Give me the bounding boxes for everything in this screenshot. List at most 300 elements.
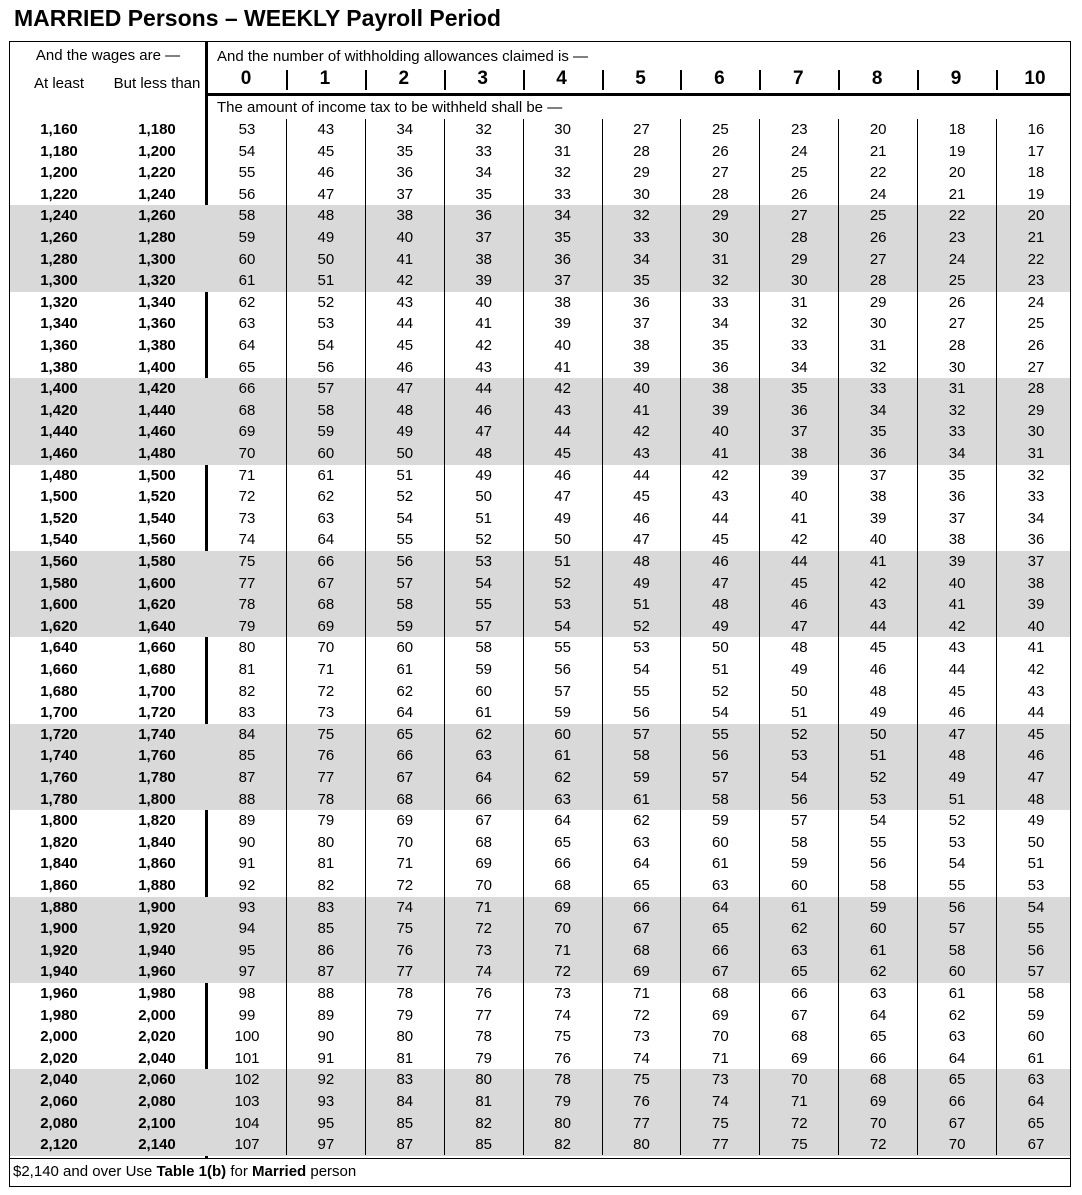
but-less-than-header <box>108 73 206 95</box>
tax-amount: 76 <box>317 747 335 765</box>
tax-amount: 54 <box>317 337 335 354</box>
tax-amount: 49 <box>790 661 808 678</box>
tax-amount: 21 <box>869 142 887 160</box>
tax-amount: 90 <box>317 1028 335 1046</box>
tax-amount: 48 <box>633 553 650 570</box>
tax-caption: The amount of income tax to be withheld shall be — <box>217 99 563 116</box>
wage-at-least: 1,840 <box>40 855 78 873</box>
table-row <box>10 702 1070 724</box>
tax-amount: 40 <box>1027 617 1045 635</box>
tax-amount: 38 <box>869 488 887 506</box>
tax-amount: 54 <box>238 142 256 160</box>
tax-amount: 37 <box>790 423 808 441</box>
tax-amount: 50 <box>790 682 808 700</box>
tax-amount: 68 <box>712 985 729 1002</box>
tax-amount: 58 <box>633 747 650 765</box>
tax-amount: 62 <box>869 963 887 981</box>
tax-amount: 87 <box>396 1136 414 1154</box>
tax-amount: 70 <box>790 1071 808 1089</box>
wage-at-least: 1,160 <box>40 121 78 138</box>
tax-amount: 18 <box>948 121 966 138</box>
tax-amount: 43 <box>948 639 966 657</box>
tax-amount: 59 <box>396 617 414 635</box>
tax-amount: 37 <box>1027 553 1045 570</box>
tax-amount: 27 <box>712 164 729 182</box>
tax-amount: 22 <box>869 164 887 182</box>
tax-amount: 76 <box>554 1049 571 1067</box>
at-least-header <box>10 73 108 95</box>
tax-amount: 64 <box>633 855 650 873</box>
tax-amount: 31 <box>712 250 729 268</box>
tax-amount: 62 <box>790 920 808 938</box>
tax-amount: 59 <box>238 229 256 246</box>
tax-amount: 46 <box>712 553 729 570</box>
tax-amount: 64 <box>869 1006 887 1024</box>
wage-at-least: 1,440 <box>40 423 78 441</box>
allowance-col-separator <box>365 70 367 90</box>
tax-amount: 49 <box>712 617 729 635</box>
tax-amount: 61 <box>396 661 414 678</box>
tax-amount: 84 <box>396 1093 414 1110</box>
tax-amount: 45 <box>869 639 887 657</box>
table-row <box>10 745 1070 767</box>
tax-amount: 48 <box>948 747 966 765</box>
tax-amount: 60 <box>712 833 729 851</box>
wage-but-less-than: 2,020 <box>138 1028 176 1046</box>
tax-amount: 33 <box>1027 488 1045 506</box>
tax-amount: 37 <box>475 229 493 246</box>
wage-but-less-than: 1,480 <box>138 445 176 462</box>
table-row <box>10 421 1070 443</box>
tax-amount: 56 <box>238 185 256 203</box>
tax-amount: 49 <box>1027 812 1045 830</box>
tax-amount: 44 <box>712 509 729 527</box>
table-row <box>10 119 1070 141</box>
tax-amount: 67 <box>317 574 335 592</box>
tax-amount: 30 <box>790 272 808 290</box>
tax-amount: 39 <box>869 509 887 527</box>
wage-but-less-than: 1,700 <box>138 682 176 700</box>
table-row <box>10 313 1070 335</box>
tax-amount: 70 <box>396 833 414 851</box>
table-row <box>10 594 1070 616</box>
table-row <box>10 378 1070 400</box>
allowance-col-separator <box>286 70 288 90</box>
tax-amount: 80 <box>317 833 335 851</box>
tax-amount: 49 <box>317 229 335 246</box>
tax-amount: 39 <box>790 466 808 484</box>
tax-amount: 61 <box>712 855 729 873</box>
table-row <box>10 529 1070 551</box>
tax-amount: 48 <box>712 596 729 614</box>
tax-amount: 51 <box>317 272 335 290</box>
tax-amount: 63 <box>712 877 729 894</box>
tax-amount: 62 <box>238 293 256 311</box>
tax-amount: 29 <box>790 250 808 268</box>
tax-amount: 56 <box>1027 941 1045 959</box>
tax-amount: 64 <box>712 898 729 916</box>
table-row <box>10 1026 1070 1048</box>
tax-amount: 70 <box>317 639 335 657</box>
table-row <box>10 227 1070 249</box>
tax-amount: 40 <box>475 293 493 311</box>
tax-amount: 63 <box>475 747 493 765</box>
tax-amount: 29 <box>712 207 729 225</box>
wage-but-less-than: 1,420 <box>138 380 176 398</box>
wage-at-least: 1,400 <box>40 380 78 398</box>
tax-amount: 38 <box>1027 574 1045 592</box>
tax-amount: 61 <box>948 985 966 1002</box>
tax-amount: 36 <box>554 250 571 268</box>
tax-amount: 49 <box>633 574 650 592</box>
tax-amount: 38 <box>633 337 650 354</box>
tax-amount: 55 <box>475 596 493 614</box>
tax-amount: 26 <box>712 142 729 160</box>
tax-amount: 52 <box>396 488 414 506</box>
wage-at-least: 1,620 <box>40 617 78 635</box>
tax-amount: 77 <box>712 1136 729 1154</box>
tax-amount: 87 <box>317 963 335 981</box>
tax-amount: 41 <box>790 509 808 527</box>
tax-amount: 44 <box>1027 704 1045 722</box>
tax-amount: 82 <box>475 1114 493 1132</box>
tax-amount: 75 <box>790 1136 808 1154</box>
tax-amount: 71 <box>396 855 414 873</box>
tax-amount: 60 <box>317 445 335 462</box>
tax-amount: 59 <box>790 855 808 873</box>
tax-amount: 66 <box>317 553 335 570</box>
table-row <box>10 810 1070 832</box>
wage-but-less-than: 1,460 <box>138 423 176 441</box>
page-title: MARRIED Persons – WEEKLY Payroll Period <box>14 5 501 31</box>
table-row <box>10 918 1070 940</box>
tax-amount: 104 <box>234 1114 260 1132</box>
tax-amount: 57 <box>948 920 966 938</box>
wage-at-least: 1,280 <box>40 250 78 268</box>
table-row <box>10 400 1070 422</box>
tax-amount: 97 <box>238 963 256 981</box>
wage-at-least: 1,940 <box>40 963 78 981</box>
tax-amount: 89 <box>317 1006 335 1024</box>
tax-amount: 63 <box>554 790 571 808</box>
tax-amount: 45 <box>1027 725 1045 743</box>
table-row <box>10 141 1070 163</box>
tax-amount: 41 <box>948 596 966 614</box>
tax-amount: 53 <box>869 790 887 808</box>
tax-amount: 44 <box>633 466 650 484</box>
tax-amount: 47 <box>633 531 650 549</box>
wage-at-least: 1,180 <box>40 142 78 160</box>
wage-but-less-than: 1,200 <box>138 142 176 160</box>
allowance-col-5: 5 <box>635 68 646 89</box>
tax-amount: 63 <box>869 985 887 1002</box>
table-row <box>10 832 1070 854</box>
tax-amount: 65 <box>238 358 256 376</box>
tax-amount: 59 <box>1027 1006 1045 1024</box>
wage-but-less-than: 1,180 <box>138 121 176 138</box>
allowance-col-2: 2 <box>398 68 410 89</box>
tax-amount: 41 <box>712 445 729 462</box>
allowance-col-separator <box>523 70 525 90</box>
tax-amount: 78 <box>475 1028 493 1046</box>
wage-but-less-than: 1,860 <box>138 855 176 873</box>
tax-amount: 35 <box>633 272 650 290</box>
tax-amount: 58 <box>317 401 335 419</box>
tax-amount: 60 <box>554 725 571 743</box>
tax-amount: 46 <box>317 164 335 182</box>
tax-amount: 67 <box>790 1006 808 1024</box>
tax-amount: 21 <box>1027 229 1045 246</box>
wage-at-least: 1,640 <box>40 639 78 657</box>
table-row <box>10 940 1070 962</box>
tax-amount: 55 <box>633 682 650 700</box>
tax-amount: 75 <box>712 1114 729 1132</box>
tax-amount: 38 <box>396 207 414 225</box>
tax-amount: 27 <box>633 121 650 138</box>
footer-divider <box>10 1158 1070 1159</box>
tax-amount: 47 <box>475 423 493 441</box>
tax-amount: 90 <box>238 833 256 851</box>
tax-amount: 53 <box>554 596 571 614</box>
tax-amount: 44 <box>554 423 571 441</box>
tax-amount: 51 <box>869 747 887 765</box>
wage-but-less-than: 1,720 <box>138 704 176 722</box>
tax-amount: 39 <box>633 358 650 376</box>
tax-amount: 31 <box>1027 445 1045 462</box>
allowance-col-6: 6 <box>714 68 725 89</box>
tax-amount: 23 <box>790 121 808 138</box>
wage-at-least: 1,600 <box>40 596 78 614</box>
allowance-col-separator <box>759 70 761 90</box>
but-less-than-label: But less than <box>113 75 201 92</box>
wage-at-least: 1,420 <box>40 401 78 419</box>
wage-at-least: 1,680 <box>40 682 78 700</box>
tax-amount: 74 <box>554 1006 571 1024</box>
tax-amount: 31 <box>790 293 808 311</box>
tax-amount: 76 <box>396 941 414 959</box>
wage-at-least: 1,220 <box>40 185 78 203</box>
tax-amount: 37 <box>554 272 571 290</box>
tax-amount: 91 <box>317 1049 335 1067</box>
tax-amount: 54 <box>554 617 571 635</box>
wage-at-least: 1,760 <box>40 769 78 786</box>
table-row <box>10 335 1070 357</box>
tax-amount: 53 <box>948 833 966 851</box>
wage-but-less-than: 2,080 <box>138 1093 176 1110</box>
tax-amount: 37 <box>396 185 414 203</box>
tax-amount: 66 <box>554 855 571 873</box>
tax-amount: 41 <box>396 250 414 268</box>
tax-amount: 67 <box>633 920 650 938</box>
wage-but-less-than: 1,680 <box>138 661 176 678</box>
tax-amount: 34 <box>554 207 571 225</box>
tax-amount: 52 <box>554 574 571 592</box>
wage-at-least: 1,300 <box>40 272 78 290</box>
tax-amount: 47 <box>396 380 414 398</box>
tax-amount: 51 <box>948 790 966 808</box>
tax-amount: 37 <box>869 466 887 484</box>
tax-amount: 54 <box>396 509 414 527</box>
tax-amount: 65 <box>554 833 571 851</box>
tax-amount: 33 <box>633 229 650 246</box>
tax-amount: 33 <box>712 293 729 311</box>
wage-but-less-than: 1,820 <box>138 812 176 830</box>
tax-amount: 25 <box>869 207 887 225</box>
tax-amount: 70 <box>554 920 571 938</box>
tax-amount: 34 <box>869 401 887 419</box>
tax-amount: 27 <box>869 250 887 268</box>
table-row <box>10 270 1070 292</box>
allowance-col-8: 8 <box>871 68 883 89</box>
tax-amount: 40 <box>554 337 571 354</box>
tax-amount: 71 <box>712 1049 729 1067</box>
tax-amount: 39 <box>475 272 493 290</box>
tax-amount: 71 <box>633 985 650 1002</box>
tax-amount: 57 <box>396 574 414 592</box>
tax-amount: 71 <box>238 466 256 484</box>
tax-amount: 49 <box>554 509 571 527</box>
wage-at-least: 1,820 <box>40 833 78 851</box>
tax-amount: 16 <box>1027 121 1045 138</box>
table-row <box>10 961 1070 983</box>
tax-amount: 46 <box>790 596 808 614</box>
allowance-col-7: 7 <box>793 68 804 89</box>
table-row <box>10 486 1070 508</box>
tax-amount: 73 <box>475 941 493 959</box>
wage-at-least: 1,960 <box>40 985 78 1002</box>
tax-amount: 73 <box>238 509 256 527</box>
wage-at-least: 1,580 <box>40 574 78 592</box>
allowance-col-0: 0 <box>240 68 252 89</box>
tax-amount: 42 <box>948 617 966 635</box>
footer-suffix: person <box>306 1163 357 1180</box>
wage-at-least: 1,200 <box>40 164 78 182</box>
tax-amount: 45 <box>712 531 729 549</box>
tax-amount: 55 <box>238 164 256 182</box>
table-row <box>10 1134 1070 1156</box>
tax-amount: 26 <box>948 293 966 311</box>
tax-amount: 98 <box>238 985 256 1002</box>
tax-amount: 42 <box>475 337 493 354</box>
footer-person-type: Married <box>252 1163 307 1180</box>
tax-amount: 36 <box>1027 531 1045 549</box>
tax-amount: 32 <box>869 358 887 376</box>
tax-amount: 64 <box>396 704 414 722</box>
tax-amount: 24 <box>948 250 966 268</box>
tax-amount: 100 <box>234 1028 260 1046</box>
footer-table-ref: Table 1(b) <box>156 1163 227 1180</box>
allowance-col-separator <box>838 70 840 90</box>
tax-amount: 35 <box>790 380 808 398</box>
tax-amount: 62 <box>633 812 650 830</box>
tax-amount: 39 <box>1027 596 1045 614</box>
tax-amount: 59 <box>869 898 887 916</box>
tax-amount: 47 <box>948 725 966 743</box>
tax-amount: 28 <box>633 142 650 160</box>
tax-amount: 42 <box>712 466 729 484</box>
allowance-col-10: 10 <box>1024 68 1046 89</box>
table-row <box>10 681 1070 703</box>
tax-amount: 69 <box>475 855 493 873</box>
tax-amount: 81 <box>475 1093 493 1110</box>
wage-at-least: 1,920 <box>40 941 78 959</box>
withholding-table <box>9 41 1071 1187</box>
tax-amount: 61 <box>869 941 887 959</box>
tax-amount: 22 <box>948 207 966 225</box>
wage-but-less-than: 1,940 <box>138 941 176 959</box>
tax-amount: 69 <box>869 1093 887 1110</box>
tax-amount: 70 <box>948 1136 966 1154</box>
tax-amount: 40 <box>790 488 808 506</box>
tax-amount: 28 <box>790 229 808 246</box>
tax-amount: 61 <box>317 466 335 484</box>
tax-amount: 32 <box>712 272 729 290</box>
wage-but-less-than: 1,260 <box>138 207 176 225</box>
tax-amount: 20 <box>948 164 966 182</box>
tax-amount: 99 <box>238 1006 256 1024</box>
tax-amount: 34 <box>633 250 650 268</box>
wage-but-less-than: 1,900 <box>138 898 176 916</box>
tax-amount: 59 <box>712 812 729 830</box>
tax-amount: 81 <box>238 661 256 678</box>
tax-amount: 51 <box>396 466 414 484</box>
tax-amount: 71 <box>317 661 335 678</box>
tax-amount: 50 <box>869 725 887 743</box>
wage-at-least: 1,340 <box>40 315 78 333</box>
tax-amount: 58 <box>948 941 966 959</box>
tax-amount: 43 <box>475 358 493 376</box>
tax-amount: 49 <box>475 466 493 484</box>
tax-amount: 51 <box>712 661 729 678</box>
wage-at-least: 1,860 <box>40 877 78 894</box>
tax-amount: 54 <box>712 704 729 722</box>
tax-amount: 54 <box>790 769 808 786</box>
tax-amount: 75 <box>317 725 335 743</box>
tax-amount: 33 <box>475 142 493 160</box>
wage-but-less-than: 2,040 <box>138 1049 176 1067</box>
allowance-col-separator <box>602 70 604 90</box>
wage-at-least: 1,660 <box>40 661 78 678</box>
tax-amount: 35 <box>712 337 729 354</box>
tax-amount: 56 <box>948 898 966 916</box>
tax-amount: 65 <box>633 877 650 894</box>
tax-amount: 92 <box>238 877 256 894</box>
tax-amount: 43 <box>712 488 729 506</box>
tax-amount: 48 <box>1027 790 1045 808</box>
table-row <box>10 1005 1070 1027</box>
tax-amount: 56 <box>633 704 650 722</box>
table-row <box>10 205 1070 227</box>
wage-but-less-than: 1,580 <box>138 553 176 570</box>
tax-amount: 45 <box>948 682 966 700</box>
tax-amount: 44 <box>869 617 887 635</box>
tax-amount: 34 <box>1027 509 1045 527</box>
wage-at-least: 1,980 <box>40 1006 78 1024</box>
tax-amount: 38 <box>712 380 729 398</box>
allowance-col-separator <box>996 70 998 90</box>
allowance-col-separator <box>680 70 682 90</box>
tax-amount: 75 <box>554 1028 571 1046</box>
tax-amount: 73 <box>317 704 335 722</box>
tax-amount: 44 <box>475 380 493 398</box>
tax-amount: 65 <box>869 1028 887 1046</box>
tax-amount: 55 <box>554 639 571 657</box>
tax-amount: 38 <box>475 250 493 268</box>
tax-amount: 24 <box>790 142 808 160</box>
tax-amount: 41 <box>1027 639 1045 657</box>
tax-amount: 57 <box>633 725 650 743</box>
tax-amount: 27 <box>790 207 808 225</box>
